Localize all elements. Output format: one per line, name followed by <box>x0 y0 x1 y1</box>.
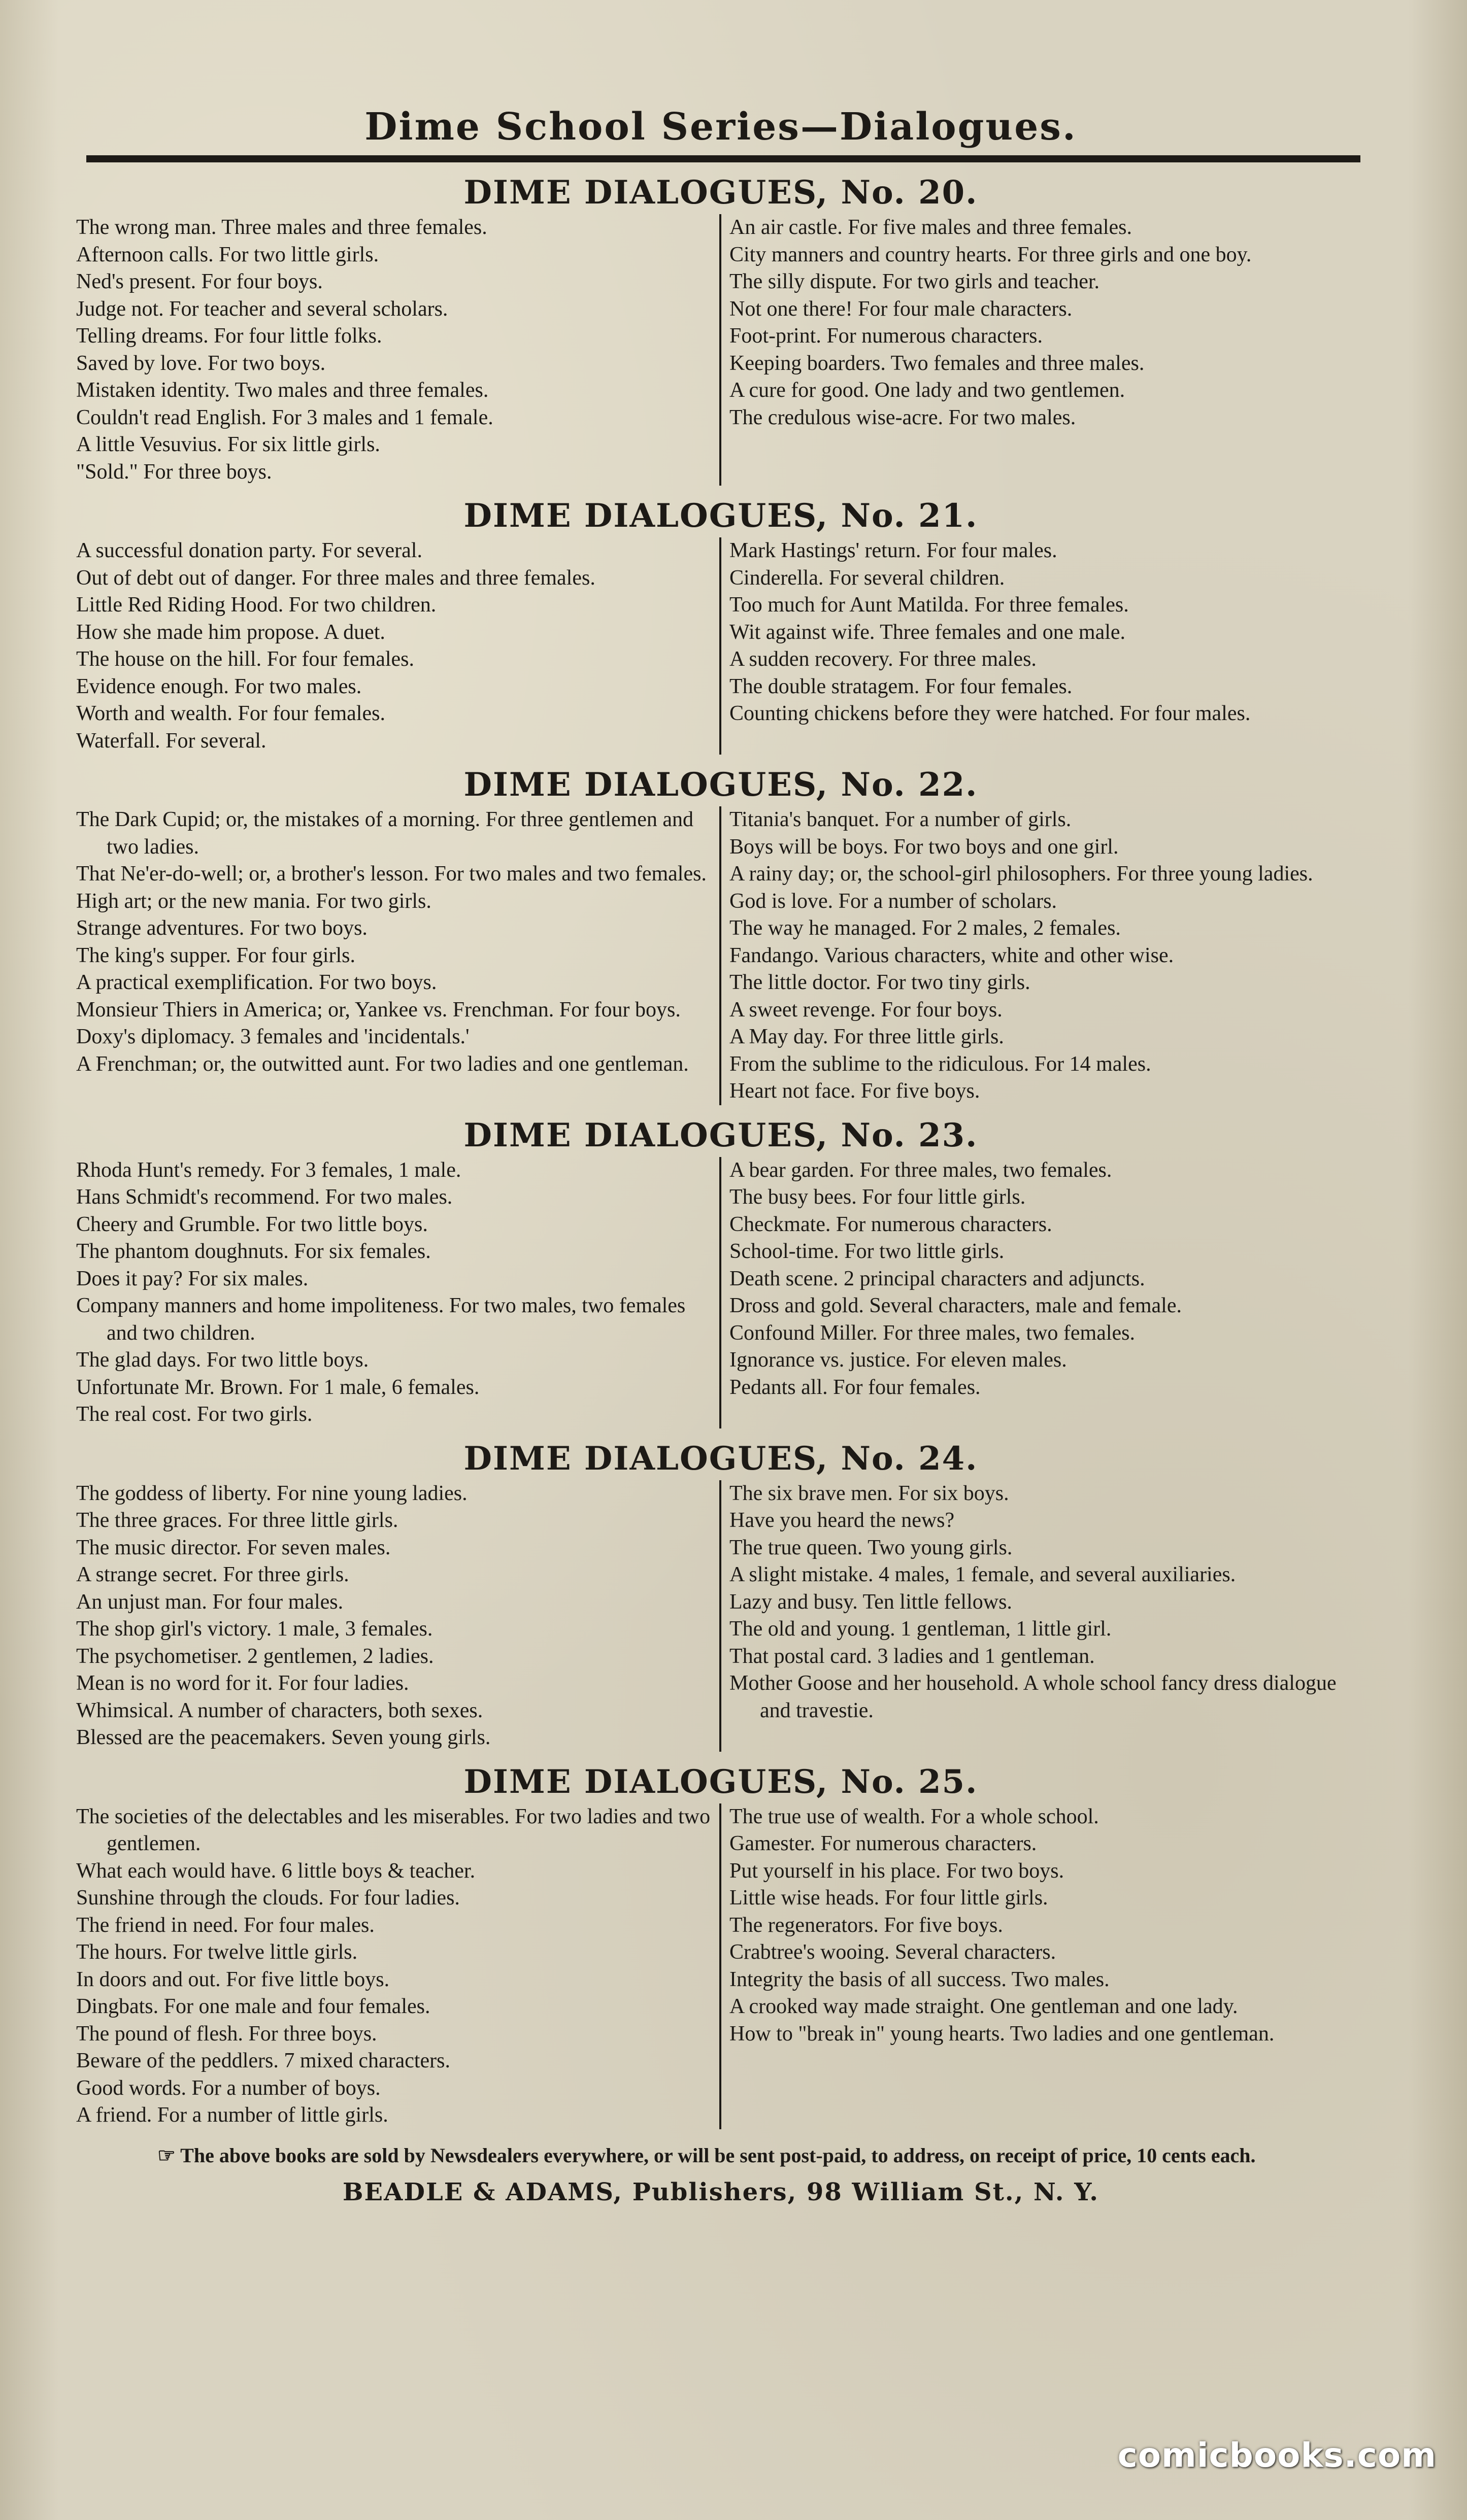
ordering-note: ☞ The above books are sold by Newsdealers everywhere, or will be sent post-paid, to address, on receipt of price, 10 cents each. <box>157 2143 1256 2167</box>
dialogue-entry: The way he managed. For 2 males, 2 females. <box>729 916 1121 940</box>
dialogue-entry: Blessed are the peacemakers. Seven young girls. <box>76 1726 491 1749</box>
dialogue-entry: Integrity the basis of all success. Two males. <box>729 1967 1110 1991</box>
dialogue-entry: The pound of flesh. For three boys. <box>76 2022 377 2046</box>
dialogue-entry: Wit against wife. Three females and one male. <box>729 620 1126 644</box>
dialogue-entry: A friend. For a number of little girls. <box>76 2103 388 2127</box>
right-column <box>719 537 1365 755</box>
dialogue-entry: Keeping boarders. Two females and three males. <box>729 351 1145 375</box>
dialogue-entry: Company manners and home impoliteness. For two males, two females and two children. <box>76 1294 686 1345</box>
dialogue-entry: The double stratagem. For four females. <box>729 674 1073 698</box>
dialogue-entry: The little doctor. For two tiny girls. <box>729 971 1030 994</box>
dialogue-entry: Gamester. For numerous characters. <box>729 1832 1037 1855</box>
dialogue-entry: City manners and country hearts. For three girls and one boy. <box>729 243 1252 266</box>
dialogue-entry: A cure for good. One lady and two gentlemen. <box>729 379 1125 402</box>
dialogue-entry: Waterfall. For several. <box>76 729 266 753</box>
dialogue-entry: The silly dispute. For two girls and teacher. <box>729 270 1100 293</box>
dialogue-entry: Strange adventures. For two boys. <box>76 916 368 940</box>
dialogue-entry: The wrong man. Three males and three females. <box>76 216 487 239</box>
dialogue-section <box>76 1114 1365 1428</box>
section-title: DIME DIALOGUES, No. 24. <box>463 1439 978 1478</box>
dialogue-entry: A rainy day; or, the school-girl philosophers. For three young ladies. <box>729 862 1313 886</box>
dialogue-entry: The phantom doughnuts. For six females. <box>76 1240 431 1263</box>
left-column <box>76 1803 719 2129</box>
dialogue-entry: The hours. For twelve little girls. <box>76 1940 358 1964</box>
dialogue-entry: A strange secret. For three girls. <box>76 1563 349 1586</box>
dialogue-entry: Crabtree's wooing. Several characters. <box>729 1940 1056 1964</box>
dialogue-entry: Dross and gold. Several characters, male and female. <box>729 1294 1182 1317</box>
dialogue-section <box>76 172 1365 486</box>
dialogue-entry: The busy bees. For four little girls. <box>729 1185 1026 1209</box>
section-columns <box>76 1803 1365 2129</box>
dialogue-entry: A May day. For three little girls. <box>729 1025 1004 1048</box>
section-title: DIME DIALOGUES, No. 20. <box>463 174 978 212</box>
dialogue-entry: In doors and out. For five little boys. <box>76 1967 390 1991</box>
dialogue-entry: Titania's banquet. For a number of girls. <box>729 808 1072 831</box>
right-column <box>719 806 1365 1105</box>
dialogue-entry: Mark Hastings' return. For four males. <box>729 539 1057 562</box>
dialogue-entry: The psychometiser. 2 gentlemen, 2 ladies. <box>76 1644 434 1668</box>
dialogue-entry: Mean is no word for it. For four ladies. <box>76 1672 409 1695</box>
right-column <box>719 1157 1365 1428</box>
dialogue-entry: Mistaken identity. Two males and three females. <box>76 379 489 402</box>
dialogue-entry: Death scene. 2 principal characters and adjuncts. <box>729 1267 1145 1290</box>
dialogue-entry: How she made him propose. A duet. <box>76 620 385 644</box>
watermark-logo: comicbooks.com <box>1117 2436 1437 2475</box>
dialogue-entry: Ned's present. For four boys. <box>76 270 323 293</box>
dialogue-entry: Too much for Aunt Matilda. For three females. <box>729 593 1129 617</box>
dialogue-entry: The real cost. For two girls. <box>76 1403 313 1426</box>
section-columns <box>76 806 1365 1105</box>
dialogue-entry: Sunshine through the clouds. For four ladies. <box>76 1886 460 1910</box>
dialogue-entry: A practical exemplification. For two boys. <box>76 971 437 994</box>
dialogue-entry: Fandango. Various characters, white and other wise. <box>729 943 1174 967</box>
section-columns <box>76 214 1365 486</box>
dialogue-entry: The regenerators. For five boys. <box>729 1913 1003 1937</box>
dialogue-entry: Not one there! For four male characters. <box>729 297 1073 321</box>
dialogue-entry: A bear garden. For three males, two females. <box>729 1158 1112 1182</box>
dialogue-section <box>76 495 1365 755</box>
dialogue-entry: Foot-print. For numerous characters. <box>729 324 1043 348</box>
dialogue-entry: High art; or the new mania. For two girls. <box>76 889 431 913</box>
dialogue-entry: Does it pay? For six males. <box>76 1267 309 1290</box>
dialogue-entry: The king's supper. For four girls. <box>76 943 356 967</box>
dialogue-entry: The glad days. For two little boys. <box>76 1348 369 1372</box>
left-column <box>76 1157 719 1428</box>
left-column <box>76 1480 719 1752</box>
dialogue-entry: School-time. For two little girls. <box>729 1240 1005 1263</box>
section-title: DIME DIALOGUES, No. 21. <box>463 497 978 535</box>
dialogue-entry: Have you heard the news? <box>729 1509 955 1532</box>
dialogue-entry: The shop girl's victory. 1 male, 3 females. <box>76 1617 433 1641</box>
dialogue-entry: Afternoon calls. For two little girls. <box>76 243 379 266</box>
dialogue-section <box>76 1438 1365 1752</box>
dialogue-entry: An unjust man. For four males. <box>76 1590 344 1614</box>
dialogue-entry: Worth and wealth. For four females. <box>76 702 385 725</box>
dialogue-sections <box>76 172 1365 2129</box>
dialogue-entry: A Frenchman; or, the outwitted aunt. For two ladies and one gentleman. <box>76 1052 689 1076</box>
dialogue-entry: God is love. For a number of scholars. <box>729 889 1057 913</box>
dialogue-entry: Monsieur Thiers in America; or, Yankee vs. Frenchman. For four boys. <box>76 998 681 1021</box>
dialogue-entry: The music director. For seven males. <box>76 1536 391 1559</box>
dialogue-entry: Hans Schmidt's recommend. For two males. <box>76 1185 453 1209</box>
dialogue-entry: The six brave men. For six boys. <box>729 1481 1009 1505</box>
dialogue-entry: That postal card. 3 ladies and 1 gentleman. <box>729 1644 1095 1668</box>
dialogue-entry: A sudden recovery. For three males. <box>729 648 1037 671</box>
dialogue-entry: A slight mistake. 4 males, 1 female, and several auxiliaries. <box>729 1563 1236 1586</box>
dialogue-entry: Doxy's diplomacy. 3 females and 'incidentals.' <box>76 1025 470 1048</box>
left-column <box>76 806 719 1105</box>
dialogue-entry: Couldn't read English. For 3 males and 1 female. <box>76 405 493 429</box>
dialogue-entry: What each would have. 6 little boys & teacher. <box>76 1859 476 1883</box>
dialogue-entry: Counting chickens before they were hatched. For four males. <box>729 702 1251 725</box>
dialogue-entry: Ignorance vs. justice. For eleven males. <box>729 1348 1067 1372</box>
dialogue-entry: A little Vesuvius. For six little girls. <box>76 433 380 456</box>
dialogue-entry: Out of debt out of danger. For three males and three females. <box>76 566 595 590</box>
dialogue-entry: An air castle. For five males and three females. <box>729 216 1132 239</box>
section-title: DIME DIALOGUES, No. 23. <box>463 1116 978 1154</box>
section-columns <box>76 537 1365 755</box>
dialogue-entry: Boys will be boys. For two boys and one girl. <box>729 835 1119 859</box>
header-rule <box>86 155 1360 162</box>
dialogue-entry: Telling dreams. For four little folks. <box>76 324 382 348</box>
dialogue-entry: Good words. For a number of boys. <box>76 2076 381 2100</box>
dialogue-entry: Lazy and busy. Ten little fellows. <box>729 1590 1012 1614</box>
dialogue-entry: Whimsical. A number of characters, both sexes. <box>76 1698 483 1722</box>
dialogue-entry: The true use of wealth. For a whole school. <box>729 1804 1099 1828</box>
dialogue-entry: Saved by love. For two boys. <box>76 351 326 375</box>
dialogue-entry: Little Red Riding Hood. For two children. <box>76 593 437 617</box>
dialogue-entry: Evidence enough. For two males. <box>76 674 362 698</box>
dialogue-entry: "Sold." For three boys. <box>76 460 272 484</box>
dialogue-entry: Cheery and Grumble. For two little boys. <box>76 1212 428 1236</box>
dialogue-entry: Confound Miller. For three males, two females. <box>729 1321 1136 1345</box>
publisher-line: BEADLE & ADAMS, Publishers, 98 William St., N. Y. <box>342 2177 1099 2206</box>
dialogue-entry: A successful donation party. For several. <box>76 539 422 562</box>
dialogue-entry: The credulous wise-acre. For two males. <box>729 405 1076 429</box>
dialogue-entry: The old and young. 1 gentleman, 1 little girl. <box>729 1617 1112 1641</box>
dialogue-entry: A sweet revenge. For four boys. <box>729 998 1003 1021</box>
right-column <box>719 1803 1365 2129</box>
dialogue-entry: Checkmate. For numerous characters. <box>729 1212 1052 1236</box>
dialogue-entry: Rhoda Hunt's remedy. For 3 females, 1 male. <box>76 1158 461 1182</box>
page-header: Dime School Series—Dialogues. <box>364 105 1077 149</box>
dialogue-entry: The house on the hill. For four females. <box>76 648 415 671</box>
section-title: DIME DIALOGUES, No. 25. <box>463 1762 978 1801</box>
dialogue-section <box>76 764 1365 1105</box>
dialogue-entry: Beware of the peddlers. 7 mixed characters. <box>76 2049 451 2072</box>
right-column <box>719 1480 1365 1752</box>
dialogue-entry: Unfortunate Mr. Brown. For 1 male, 6 females. <box>76 1375 480 1399</box>
dialogue-entry: The goddess of liberty. For nine young ladies. <box>76 1481 468 1505</box>
dialogue-entry: The friend in need. For four males. <box>76 1913 375 1937</box>
catalog-page <box>76 101 1365 2206</box>
dialogue-entry: Pedants all. For four females. <box>729 1375 981 1399</box>
left-column <box>76 537 719 755</box>
dialogue-entry: The societies of the delectables and les miserables. For two ladies and two gentlemen. <box>76 1804 711 1855</box>
dialogue-entry: From the sublime to the ridiculous. For 14 males. <box>729 1052 1151 1076</box>
dialogue-entry: Heart not face. For five boys. <box>729 1079 980 1103</box>
dialogue-entry: Dingbats. For one male and four females. <box>76 1995 430 2018</box>
dialogue-entry: Put yourself in his place. For two boys. <box>729 1859 1064 1883</box>
dialogue-entry: The three graces. For three little girls. <box>76 1509 398 1532</box>
section-title: DIME DIALOGUES, No. 22. <box>463 766 978 804</box>
dialogue-entry: Judge not. For teacher and several scholars. <box>76 297 448 321</box>
dialogue-entry: That Ne'er-do-well; or, a brother's lesson. For two males and two females. <box>76 862 707 886</box>
dialogue-entry: The true queen. Two young girls. <box>729 1536 1013 1559</box>
section-columns <box>76 1480 1365 1752</box>
dialogue-entry: Little wise heads. For four little girls. <box>729 1886 1048 1910</box>
left-column <box>76 214 719 486</box>
dialogue-entry: Mother Goose and her household. A whole school fancy dress dialogue and travestie. <box>729 1672 1337 1722</box>
right-column <box>719 214 1365 486</box>
dialogue-entry: Cinderella. For several children. <box>729 566 1005 590</box>
dialogue-entry: How to "break in" young hearts. Two ladies and one gentleman. <box>729 2022 1275 2046</box>
dialogue-entry: A crooked way made straight. One gentleman and one lady. <box>729 1995 1238 2018</box>
dialogue-entry: The Dark Cupid; or, the mistakes of a morning. For three gentlemen and two ladies. <box>76 808 694 859</box>
dialogue-section <box>76 1761 1365 2129</box>
section-columns <box>76 1157 1365 1428</box>
